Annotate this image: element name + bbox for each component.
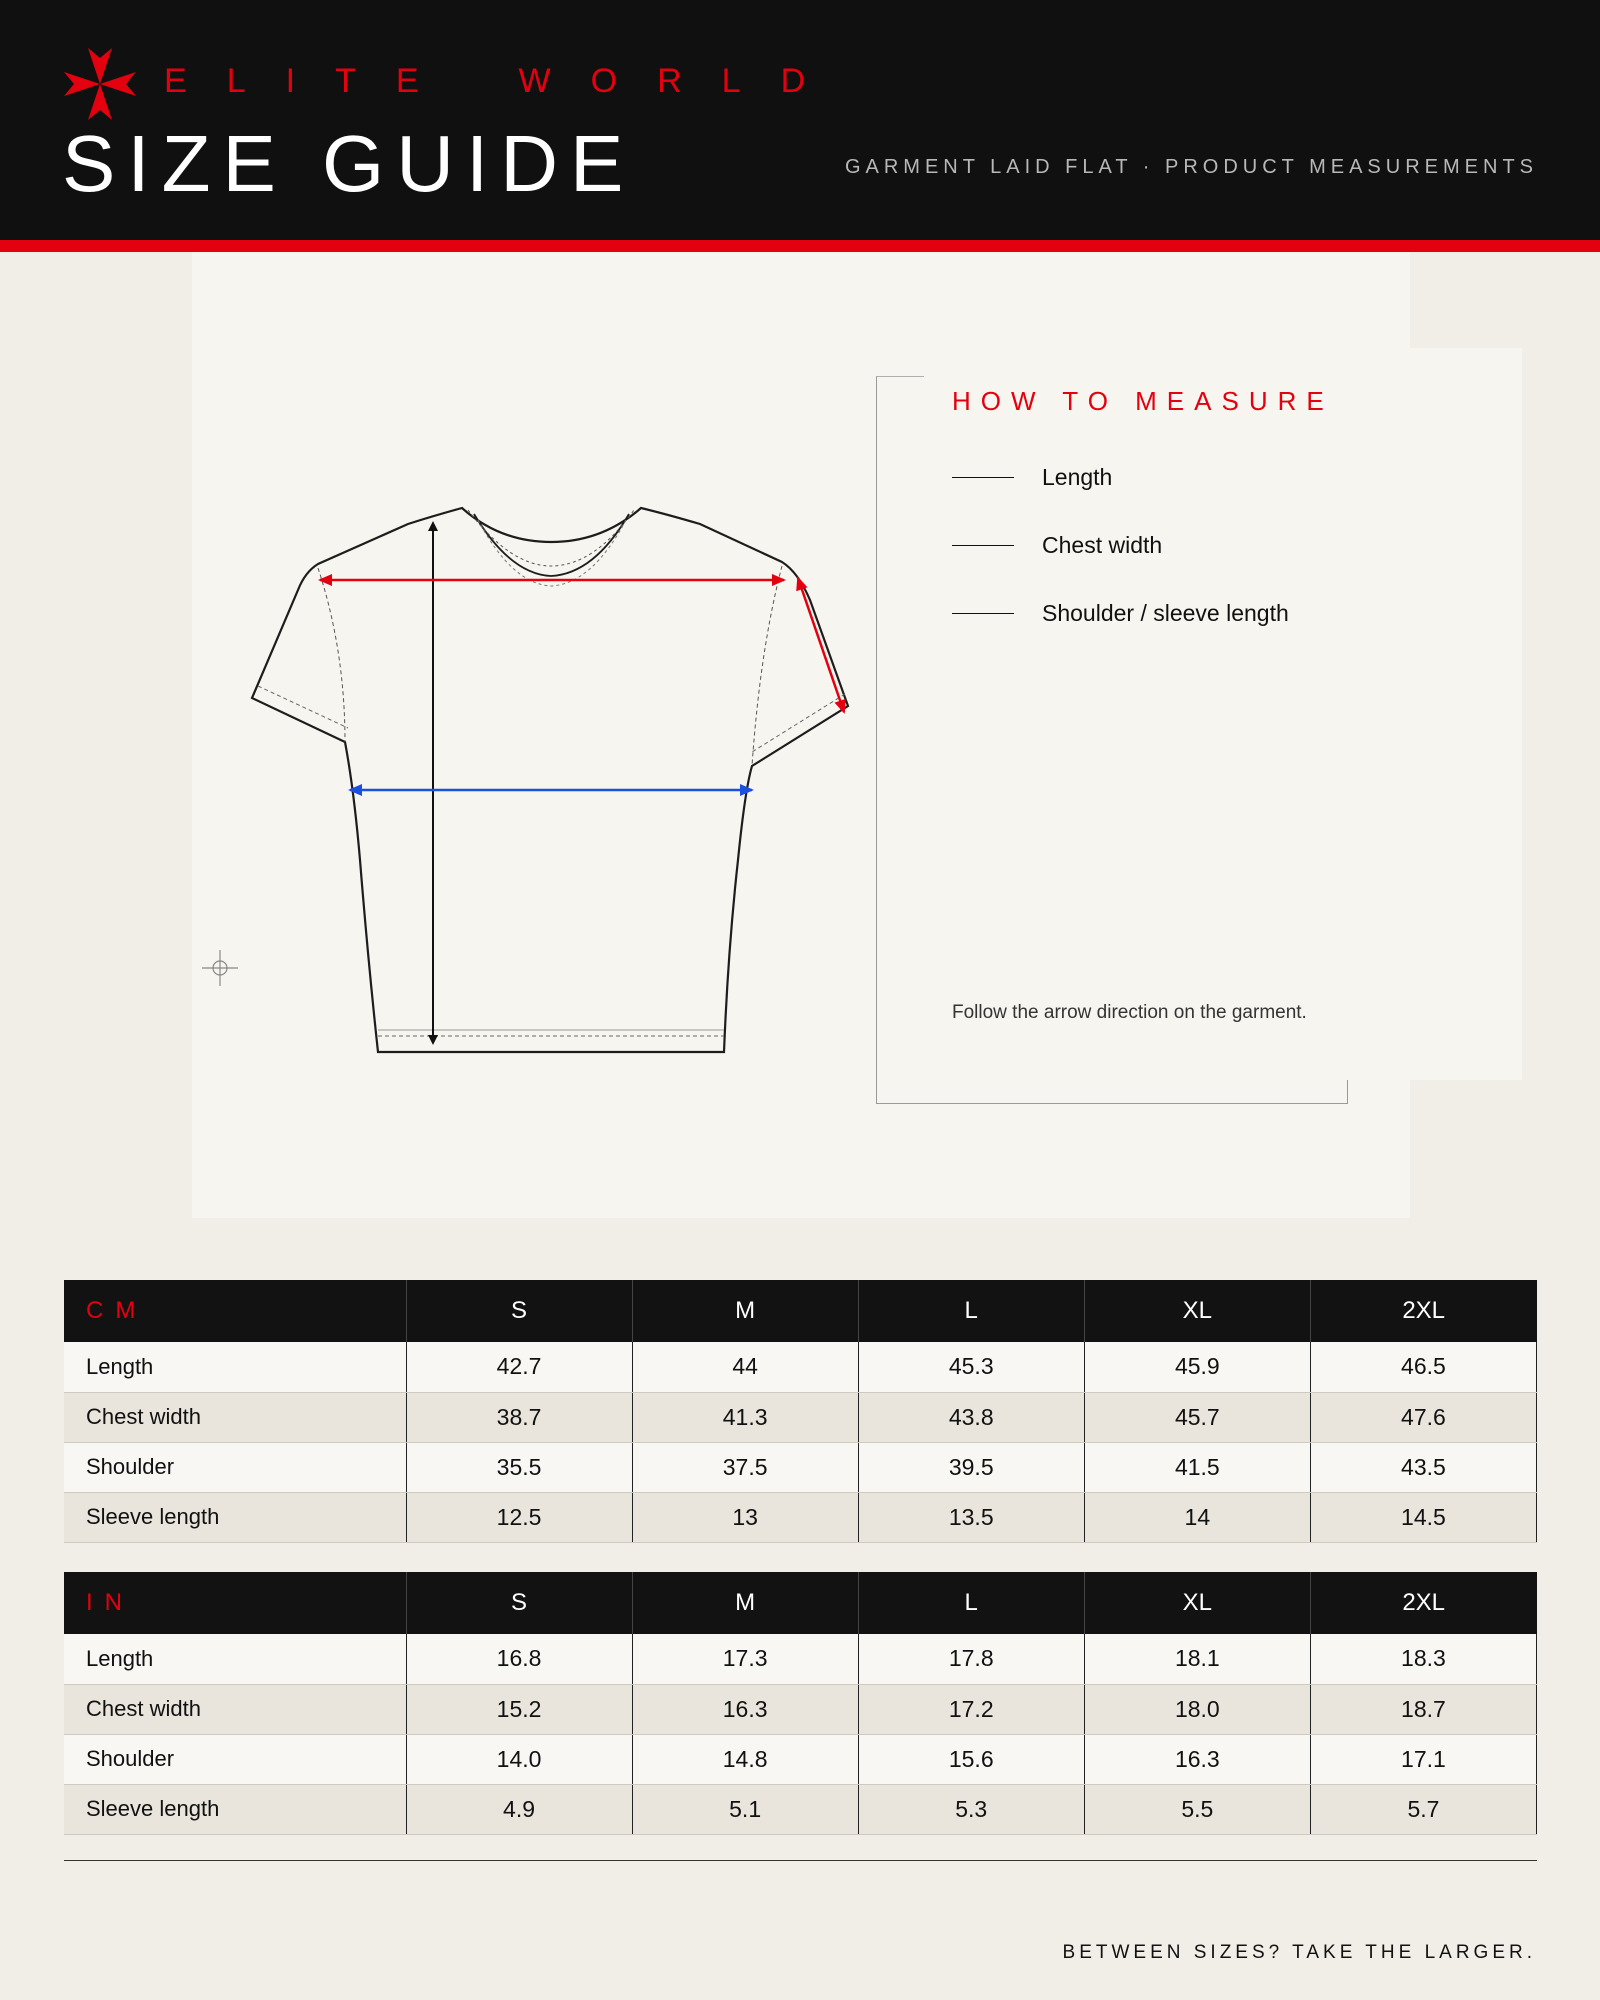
table-cell: 15.6 [858,1734,1084,1784]
table-header-row [64,1280,1537,1342]
table-cell: 15.2 [406,1684,632,1734]
size-header: S [406,1280,632,1342]
howto-title: HOW TO MEASURE [952,386,1334,416]
page-title: SIZE GUIDE [62,119,636,208]
table-cell: 14.8 [632,1734,858,1784]
howto-note: Follow the arrow direction on the garment. [952,1002,1307,1023]
legend-line [952,613,1014,614]
table-row [64,1392,1537,1442]
maltese-cross-logo [62,46,138,122]
unit-label: IN [64,1572,406,1634]
table-cell: 42.7 [406,1342,632,1392]
size-header: L [858,1280,1084,1342]
table-cell: 43.8 [858,1392,1084,1442]
brand-letter: O [590,62,658,100]
table-cell: 14.5 [1310,1492,1536,1542]
table-cell: 18.7 [1310,1684,1536,1734]
legend-label: Shoulder / sleeve length [1042,599,1289,626]
brand-letter: D [780,62,846,100]
size-header: L [858,1572,1084,1634]
table-cell: 13.5 [858,1492,1084,1542]
row-label: Sleeve length [64,1784,406,1834]
table-cell: 14 [1084,1492,1310,1542]
table-row [64,1492,1537,1542]
registration-mark-icon [202,950,238,986]
table-cell: 13 [632,1492,858,1542]
brand-letter: R [657,62,722,100]
table-cell: 16.3 [1084,1734,1310,1784]
table-cell: 45.3 [858,1342,1084,1392]
footer-note: BETWEEN SIZES? TAKE THE LARGER. [1062,1942,1536,1963]
howto-card [924,348,1522,1080]
table-cell: 4.9 [406,1784,632,1834]
size-header: S [406,1572,632,1634]
table-cell: 18.0 [1084,1684,1310,1734]
row-label: Length [64,1342,406,1392]
table-cell: 5.7 [1310,1784,1536,1834]
table-cell: 41.5 [1084,1442,1310,1492]
size-header: XL [1084,1572,1310,1634]
table-cell: 5.1 [632,1784,858,1834]
table-cell: 12.5 [406,1492,632,1542]
table-row [64,1342,1537,1392]
table-cell: 5.5 [1084,1784,1310,1834]
row-label: Shoulder [64,1734,406,1784]
table-cell: 16.8 [406,1634,632,1684]
footer-divider [64,1860,1537,1861]
brand-letter: L [226,62,286,100]
size-table-cm [64,1280,1537,1543]
table-cell: 44 [632,1342,858,1392]
table-cell: 38.7 [406,1392,632,1442]
table-row [64,1684,1537,1734]
table-cell: 35.5 [406,1442,632,1492]
table-cell: 14.0 [406,1734,632,1784]
table-row [64,1784,1537,1834]
table-cell: 18.1 [1084,1634,1310,1684]
header-bar [0,0,1600,240]
size-header: M [632,1280,858,1342]
table-cell: 46.5 [1310,1342,1536,1392]
size-header: XL [1084,1280,1310,1342]
table-cell: 18.3 [1310,1634,1536,1684]
legend-item-chest [952,530,1162,560]
row-label: Sleeve length [64,1492,406,1542]
table-cell: 45.9 [1084,1342,1310,1392]
legend-line [952,477,1014,478]
brand-letter: E [395,62,459,100]
legend-label: Length [1042,463,1113,490]
row-label: Shoulder [64,1442,406,1492]
page-subtitle: GARMENT LAID FLAT · PRODUCT MEASUREMENTS [844,156,1538,178]
table-cell: 41.3 [632,1392,858,1442]
legend-item-length [952,462,1112,492]
table-row [64,1734,1537,1784]
row-label: Length [64,1634,406,1684]
row-label: Chest width [64,1392,406,1442]
size-header: M [632,1572,858,1634]
table-header-row [64,1572,1537,1634]
legend-line [952,545,1014,546]
table-cell: 17.2 [858,1684,1084,1734]
size-table-in [64,1572,1537,1835]
legend-item-shoulder-sleeve [952,598,1289,628]
table-row [64,1442,1537,1492]
brand-letter: T [335,62,396,100]
brand-letter: L [721,62,781,100]
brand-letter: W [518,62,591,100]
row-label: Chest width [64,1684,406,1734]
table-cell: 39.5 [858,1442,1084,1492]
table-cell: 37.5 [632,1442,858,1492]
tshirt-outline [252,508,848,1052]
table-cell: 17.3 [632,1634,858,1684]
table-cell: 17.1 [1310,1734,1536,1784]
unit-label: CM [64,1280,406,1342]
size-header: 2XL [1310,1280,1536,1342]
table-cell: 43.5 [1310,1442,1536,1492]
brand-name [164,62,845,101]
legend-label: Chest width [1042,531,1163,558]
brand-letter: E [164,62,227,100]
table-cell: 16.3 [632,1684,858,1734]
size-header: 2XL [1310,1572,1536,1634]
header-accent-stripe [0,240,1600,252]
table-cell: 17.8 [858,1634,1084,1684]
table-cell: 45.7 [1084,1392,1310,1442]
table-row [64,1634,1537,1684]
brand-letter: I [285,62,336,100]
table-cell: 47.6 [1310,1392,1536,1442]
table-cell: 5.3 [858,1784,1084,1834]
